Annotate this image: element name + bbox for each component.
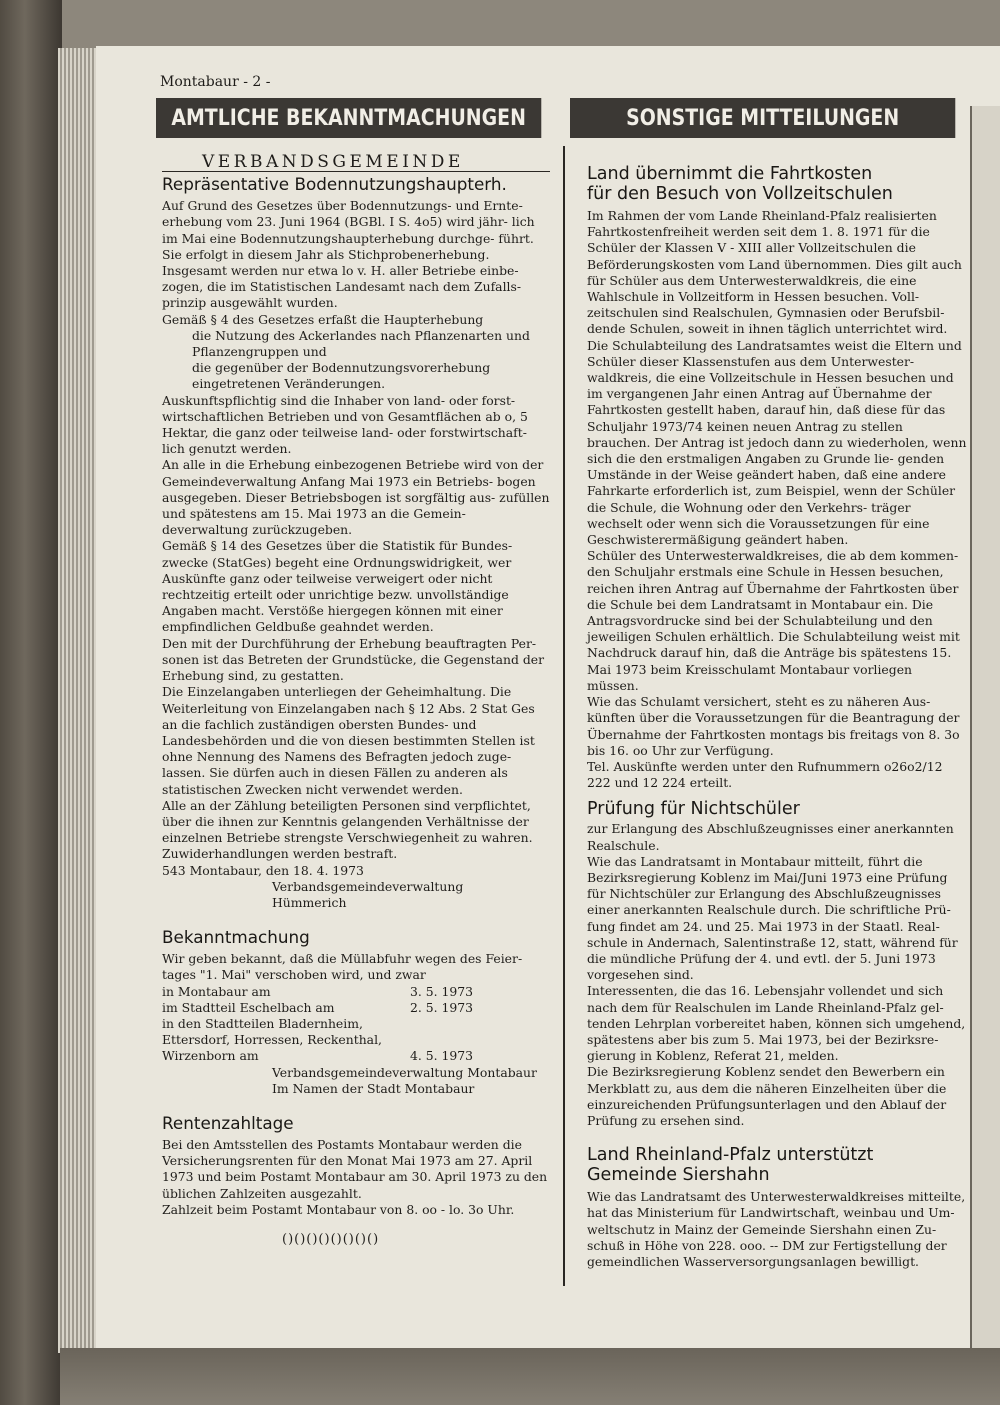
schedule-row <box>162 1000 550 1016</box>
running-head: Montabaur - 2 - <box>160 74 271 90</box>
schedule-date: 2. 5. 1973 <box>410 999 474 1015</box>
article-paragraph: Auf Grund des Gesetzes über Bodennutzungs- und Ernte- erhebung vom 23. Juni 1964 (BGBl. I S. 4o5) wird jähr- lich im Mai eine Bodennutzungshaupterhebung durchge- führt. Sie erfolgt in diesem Jahr als Stichprobenerhebung. Insgesamt werden nur etwa lo v. H. aller Betriebe einbe- zogen, die im Statistischen Landesamt nach dem Zufalls- prinzip ausgewählt wurden. <box>162 198 535 311</box>
article-title-line: für den Besuch von Vollzeitschulen <box>587 184 893 204</box>
signature-line: Hümmerich <box>272 894 347 910</box>
right-column <box>587 162 967 1270</box>
column-divider <box>563 146 565 1286</box>
article-paragraph: Wir geben bekannt, daß die Müllabfuhr wegen des Feier- tages "1. Mai" verschoben wird, und zwar <box>162 951 523 983</box>
article-paragraph: Die Schulabteilung des Landratsamtes weist die Eltern und Schüler dieser Klassenstufen aus dem Unterwester- waldkreis, die eine Vollzeitschule in Hessen besuchen und im vergangenen Jahr einen Antrag auf Übernahme der Fahrtkosten gestellt haben, darauf hin, daß diese für das Schuljahr 1973/74 keinen neuen Antrag zu stellen brauchen. Der Antrag ist jedoch dann zu wiederholen, wenn sich die den erstmaligen Angaben zu Grunde lie- genden Umstände in der Weise geändert haben, daß eine andere Fahrkarte erforderlich ist, zum Beispiel, wenn der Schüler die Schule, die Wohnung oder den Verkehrs- träger wechselt oder wenn sich die Voraussetzungen für eine Geschwisterermäßigung geändert haben. <box>587 337 967 548</box>
signature-line: Verbandsgemeindeverwaltung Montabaur <box>272 1064 537 1080</box>
article-title: Prüfung für Nichtschüler <box>587 799 800 820</box>
article-list-item: die Nutzung des Ackerlandes nach Pflanzenarten und Pflanzengruppen und <box>192 327 530 360</box>
article-title-line: Land Rheinland-Pfalz unterstützt <box>587 1145 874 1166</box>
article-paragraph: Gemäß § 4 des Gesetzes erfaßt die Haupterhebung <box>162 311 484 327</box>
section-label: VERBANDSGEMEINDE <box>162 154 550 172</box>
schedule-label: in Montabaur am <box>162 983 271 999</box>
article-paragraph: Auskunftspflichtig sind die Inhaber von land- oder forst- wirtschaftlichen Betrieben und von Gesamtflächen ab o, 5 Hektar, die ganz oder teilweise land- oder forstwirtschaft- lich genutzt werden. <box>162 392 528 457</box>
page-stack-edge <box>58 48 98 1353</box>
newspaper-page <box>96 46 1000 1348</box>
article-paragraph: Interessenten, die das 16. Lebensjahr vollendet und sich nach dem für Realschulen im Lande Rheinland-Pfalz gel- tenden Lehrplan vorbereitet haben, können sich umgehend, spätestens aber bis zum 5. Mai 1973, bei der Bezirksre- gierung in Koblenz, Referat 21, melden. <box>587 983 966 1064</box>
schedule-label: in den Stadtteilen Bladernheim, <box>162 1015 363 1031</box>
article-paragraph: Den mit der Durchführung der Erhebung beauftragten Per- sonen ist das Betreten der Grundstücke, die Gegenstand der Erhebung sind, zu gestatten. <box>162 635 545 684</box>
schedule-date: 3. 5. 1973 <box>410 983 474 999</box>
left-column <box>162 154 550 1248</box>
signature-line: Im Namen der Stadt Montabaur <box>272 1080 475 1096</box>
right-banner: SONSTIGE MITTEILUNGEN <box>570 98 955 138</box>
schedule-row <box>162 984 550 1000</box>
article-paragraph: Wie das Schulamt versichert, steht es zu näheren Aus- künften über die Voraussetzungen für die Beantragung der Übernahme der Fahrtkosten montags bis freitags von 8. 3o bis 16. oo Uhr zur Verfügung. <box>587 694 960 758</box>
article-title <box>587 164 967 204</box>
article-title: Rentenzahltage <box>162 1112 294 1133</box>
next-page-edge <box>970 106 1000 1348</box>
article-paragraph: Wie das Landratsamt des Unterwesterwaldkreises mitteilte, hat das Ministerium für Landwirtschaft, weinbau und Um- weltschutz in Mainz der Gemeinde Siershahn einen Zu- schuß in Höhe von 228. ooo. -- DM zur Fertigstellung der gemeindlichen Wasserversorgungsanlagen bewilligt. <box>587 1189 966 1269</box>
ornament-divider: ()()()()()()()() <box>282 1231 380 1247</box>
article-paragraph: Die Einzelangaben unterliegen der Geheimhaltung. Die Weiterleitung von Einzelangaben nach § 12 Abs. 2 Stat Ges an die fachlich zuständigen obersten Bundes- und Landesbehörden und die von diesen bestimmten Stellen ist ohne Nennung des Namens des Befragten jedoch zuge- lassen. Sie dürfen auch in diesen Fällen zu anderen als statistischen Zwecken nicht verwendet werden. <box>162 684 535 797</box>
article-paragraph: Die Bezirksregierung Koblenz sendet den Bewerbern ein Merkblatt zu, aus dem die näheren Einzelheiten über die einzureichenden Prüfungsunterlagen und den Ablauf der Prüfung zu ersehen sind. <box>587 1064 947 1128</box>
schedule-row <box>162 1048 550 1064</box>
schedule-label: Ettersdorf, Horressen, Reckenthal, <box>162 1032 382 1048</box>
signature-line: Verbandsgemeindeverwaltung <box>272 878 464 894</box>
article-paragraph: Im Rahmen der vom Lande Rheinland-Pfalz realisierten Fahrtkostenfreiheit werden seit dem 1. 8. 1971 für die Schüler der Klassen V - XIII aller Vollzeitschulen die Beförderungskosten vom Land übernommen. Dies gilt auch für Schüler aus dem Unterwesterwaldkreis, die eine Wahlschule in Vollzeitform in Hessen besuchen. Voll- zeitschulen sind Realschulen, Gymnasien oder Berufsbil- dende Schulen, soweit in ihnen täglich unterrichtet wird. <box>587 208 962 337</box>
article-title <box>587 1145 967 1185</box>
binder-bottom <box>60 1348 1000 1405</box>
article-title: Bekanntmachung <box>162 927 310 948</box>
place-date: 543 Montabaur, den 18. 4. 1973 <box>162 862 364 878</box>
article-paragraph: An alle in die Erhebung einbezogenen Betriebe wird von der Gemeindeverwaltung Anfang Mai 1973 ein Betriebs- bogen ausgegeben. Dieser Betriebsbogen ist sorgfältig aus- zufüllen und spätestens am 15. Mai 1973 an die Gemein- deverwaltung zurückzugeben. <box>162 457 550 538</box>
article-subtitle: zur Erlangung des Abschlußzeugnisses einer anerkannten Realschule. <box>587 821 954 853</box>
article-title-line: Gemeinde Siershahn <box>587 1165 770 1186</box>
article-paragraph: Zahlzeit beim Postamt Montabaur von 8. oo - lo. 3o Uhr. <box>162 1201 515 1217</box>
article-title-line: Land übernimmt die Fahrtkosten <box>587 164 873 184</box>
article-paragraph: Wie das Landratsamt in Montabaur mitteilt, führt die Bezirksregierung Koblenz im Mai/Juni 1973 eine Prüfung für Nichtschüler zur Erlangung des Abschlußzeugnisses einer anerkannten Realschule durch. Die schriftliche Prü- fung findet am 24. und 25. Mai 1973 in der Staatl. Real- schule in Andernach, Salentinstraße 12, statt, während für die mündliche Prüfung der 4. und evtl. der 5. Juni 1973 vorgesehen sind. <box>587 853 958 983</box>
article-paragraph: Schüler des Unterwesterwaldkreises, die ab dem kommen- den Schuljahr erstmals eine Schule in Hessen besuchen, reichen ihren Antrag auf Übernahme der Fahrtkosten über die Schule bei dem Landratsamt in Montabaur ein. Die Antragsvordrucke sind bei der Schulabteilung und den jeweiligen Schulen erhältlich. Die Schulabteilung weist mit Nachdruck darauf hin, daß die Anträge bis spätestens 15. Mai 1973 beim Kreisschulamt Montabaur vorliegen müssen. <box>587 548 960 693</box>
article-paragraph: Bei den Amtsstellen des Postamts Montabaur werden die Versicherungsrenten für den Monat Mai 1973 am 27. April 1973 und beim Postamt Montabaur am 30. April 1973 zu den üblichen Zahlzeiten ausgezahlt. <box>162 1136 548 1201</box>
article-paragraph: Tel. Auskünfte werden unter den Rufnummern o26o2/12 222 und 12 224 erteilt. <box>587 758 943 791</box>
schedule-date: 4. 5. 1973 <box>410 1048 474 1064</box>
schedule-label: Wirzenborn am <box>162 1048 259 1064</box>
article-title: Repräsentative Bodennutzungshaupterh. <box>162 174 507 195</box>
article-paragraph: Gemäß § 14 des Gesetzes über die Statistik für Bundes- zwecke (StatGes) begeht eine Ordnungswidrigkeit, wer Auskünfte ganz oder teilweise verweigert oder nicht rechtzeitig erteilt oder unrichtige bezw. unvollständige Angaben macht. Verstöße hiergegen können mit einer empfindlichen Geldbuße geahndet werden. <box>162 538 513 635</box>
binder-spine <box>0 0 62 1405</box>
article-paragraph: Alle an der Zählung beteiligten Personen sind verpflichtet, über die ihnen zur Kenntnis gelangenden Verhältnisse der einzelnen Betriebe strengste Verschwiegenheit zu wahren. Zuwiderhandlungen werden bestraft. <box>162 797 533 862</box>
left-banner: AMTLICHE BEKANNTMACHUNGEN <box>156 98 541 138</box>
schedule-label: im Stadtteil Eschelbach am <box>162 999 335 1015</box>
article-list-item: die gegenüber der Bodennutzungsvorerhebung eingetretenen Veränderungen. <box>192 360 491 392</box>
